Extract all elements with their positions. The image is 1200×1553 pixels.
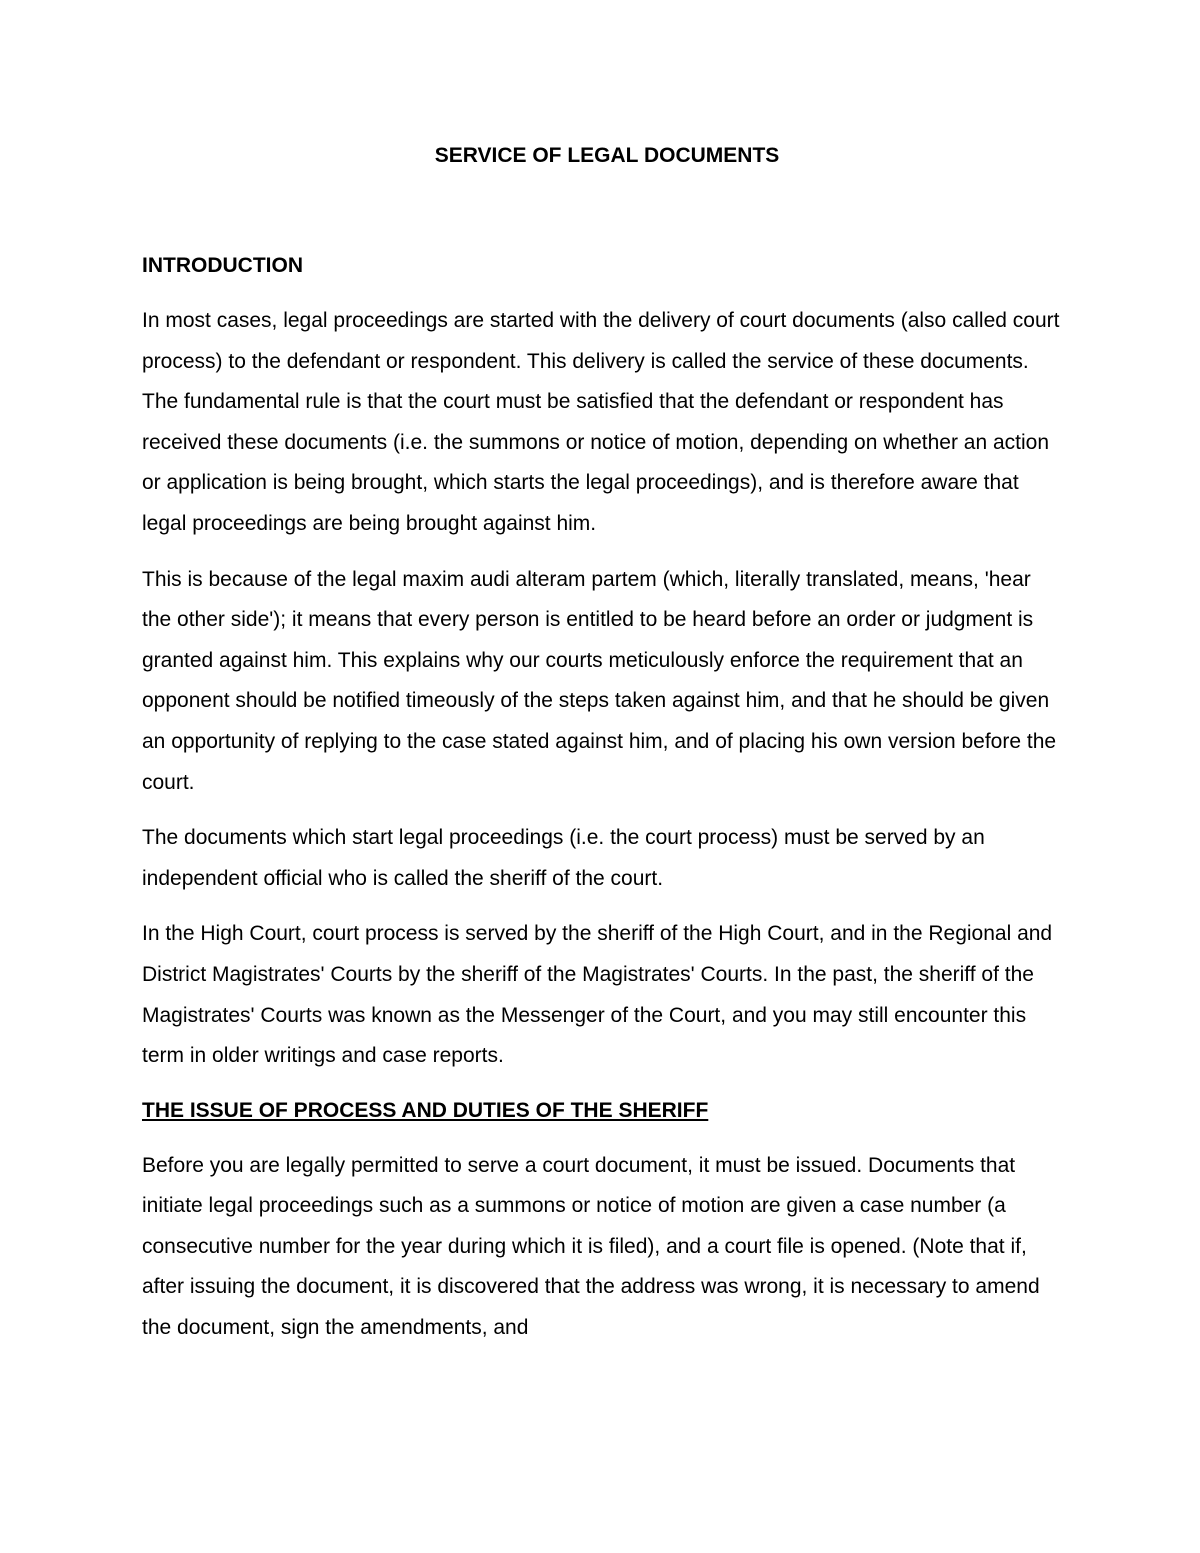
paragraph: The documents which start legal proceedings (i.e. the court process) must be served by an independent official who is called the sheriff of the court. (142, 826, 985, 890)
section-heading-introduction: INTRODUCTION (142, 254, 303, 277)
paragraph: This is because of the legal maxim audi alteram partem (which, literally translated, means, 'hear the other side'); it means that every person is entitled to be heard before an order or judgment is granted against him. This explains why our courts meticulously enforce the requirement that an opponent should be notified timeously of the steps taken against him, and that he should be given an opportunity of replying to the case stated against him, and of placing his own version before the court. (142, 567, 1057, 794)
paragraph: In most cases, legal proceedings are started with the delivery of court documents (also called court process) to the defendant or respondent. This delivery is called the service of these documents. The fundamental rule is that the court must be satisfied that the defendant or respondent has received these documents (i.e. the summons or notice of motion, depending on whether an action or application is being brought, which starts the legal proceedings), and is therefore aware that legal proceedings are being brought against him. (142, 309, 1060, 535)
paragraph: Before you are legally permitted to serve a court document, it must be issued. Documents that initiate legal proceedings such as a summons or notice of motion are given a case number (a consecutive number for the year during which it is filed), and a court file is opened. (Note that if, after issuing the document, it is discovered that the address was wrong, it is necessary to amend the document, sign the amendments, and (142, 1153, 1040, 1340)
document-title: SERVICE OF LEGAL DOCUMENTS (434, 144, 780, 167)
paragraph: In the High Court, court process is served by the sheriff of the High Court, and in the Regional and District Magistrates' Courts by the sheriff of the Magistrates' Courts. In the past, the sheriff of the Magistrates' Courts was known as the Messenger of the Court, and you may still encounter this term in older writings and case reports. (142, 922, 1053, 1068)
section-heading-issue-of-process: THE ISSUE OF PROCESS AND DUTIES OF THE SHERIFF (142, 1098, 709, 1122)
